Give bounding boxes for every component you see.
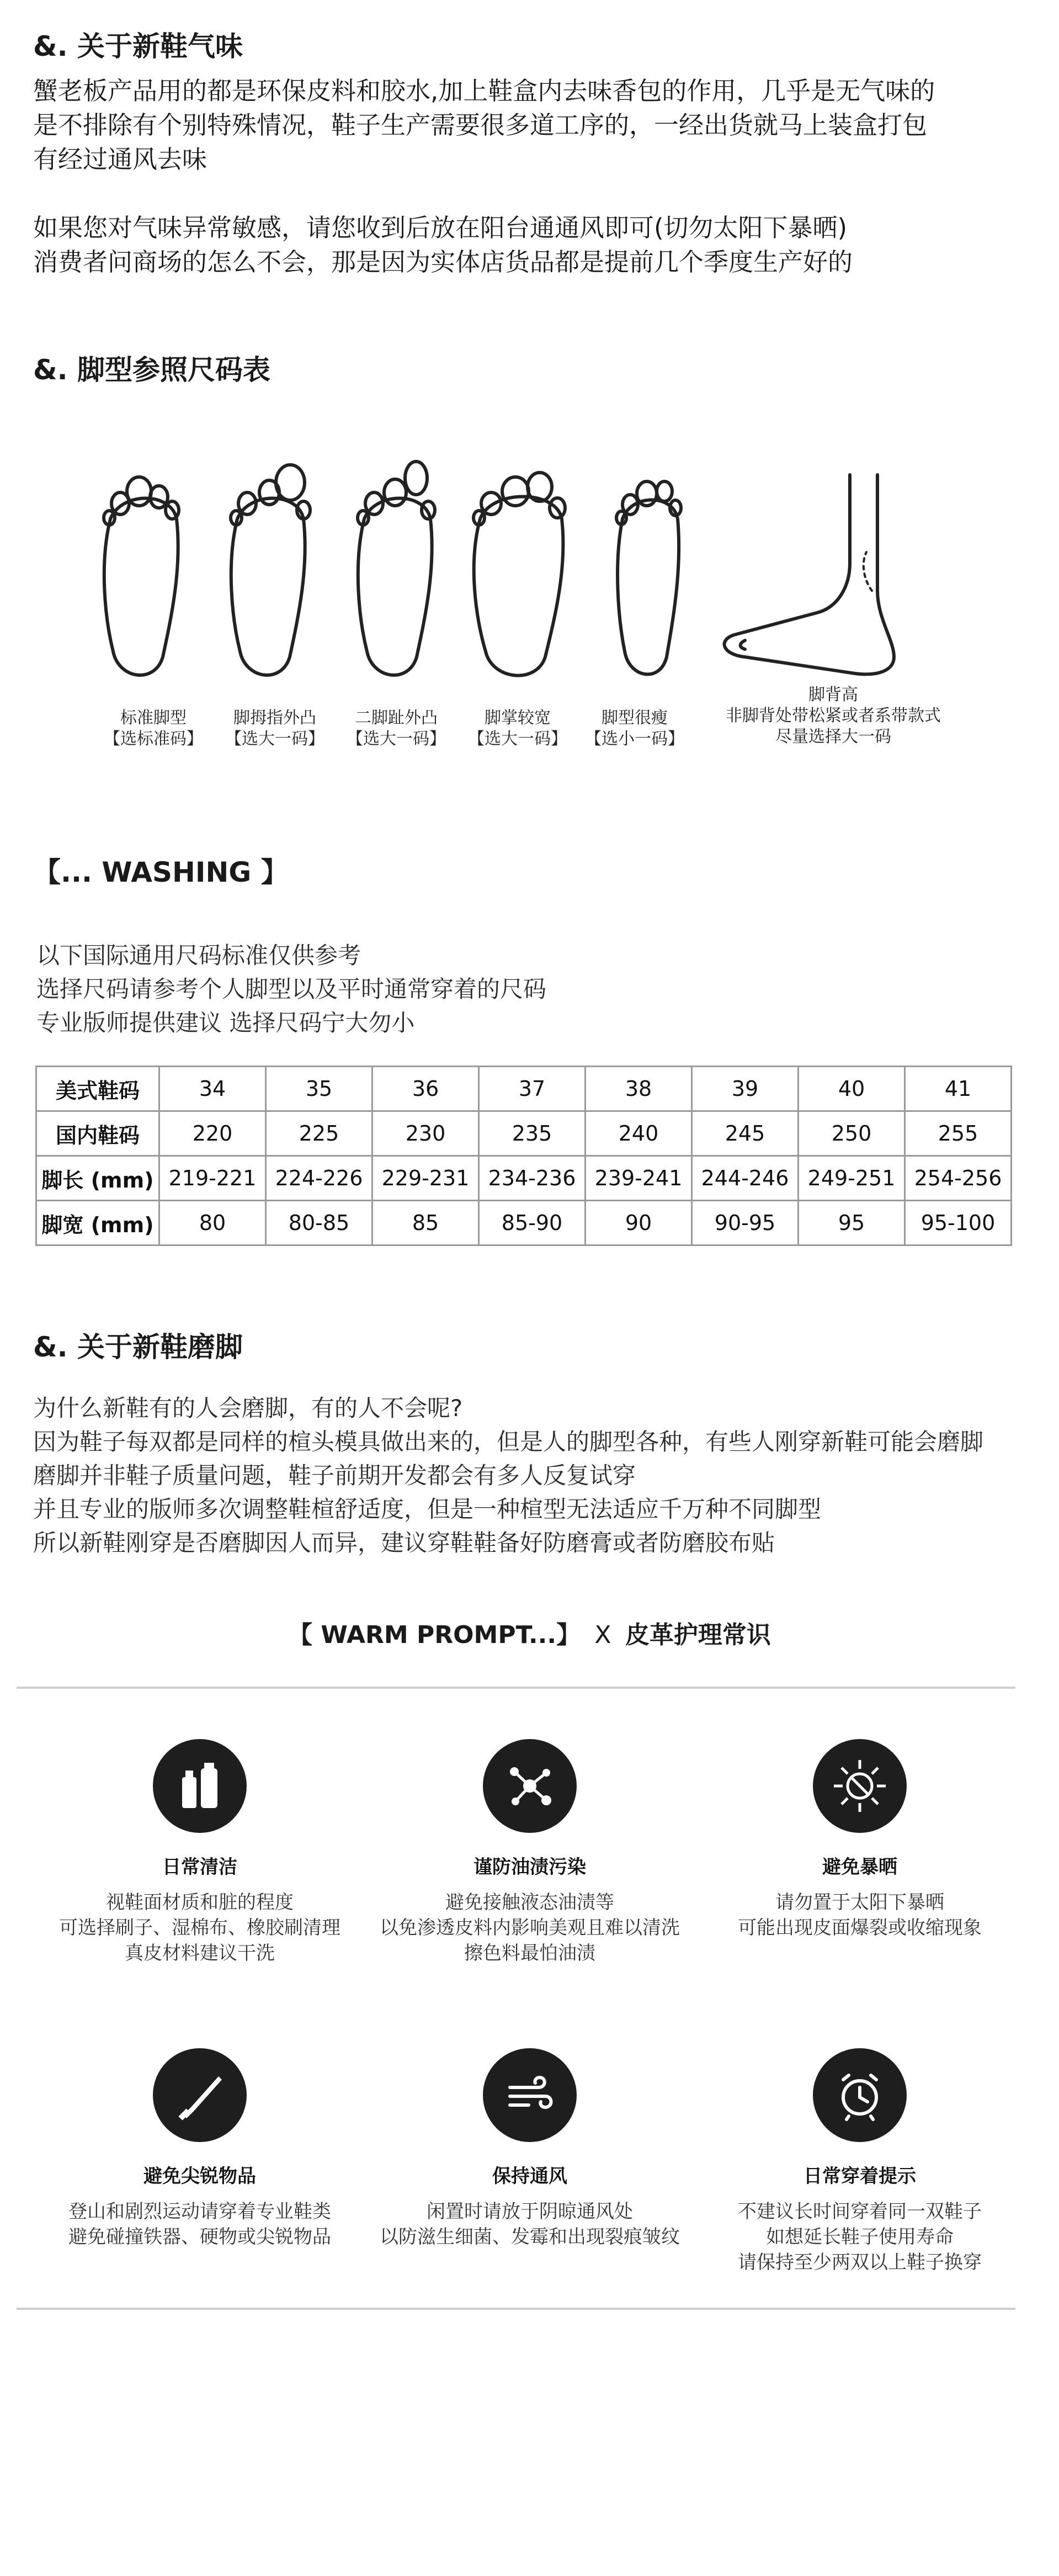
washing-text [36,939,546,1040]
instep-title: 脚背高 [808,685,858,704]
foot-second-toe-icon [358,462,435,675]
care-desc [694,1890,1025,1941]
care-line: 以免渗透皮料内影响美观且难以清洗 [380,1917,680,1939]
banner-right: 皮革护理常识 [625,1621,771,1649]
foot-label-instep [690,685,977,748]
size-table [35,1066,1012,1246]
foot-name: 脚掌较宽 [485,708,551,728]
care-desc [694,2199,1025,2275]
table-cell: 37 [479,1067,586,1111]
stain-icon [483,1739,577,1833]
bottle-icon [153,1739,247,1833]
foot-diagram [77,453,982,718]
table-row [36,1201,1012,1245]
table-cell: 41 [905,1067,1012,1111]
chafe-line: 磨脚并非鞋子质量问题，鞋子前期开发都会有多人反复试穿 [33,1462,636,1489]
table-cell: 90 [586,1201,692,1245]
washing-line: 以下国际通用尺码标准仅供参考 [36,942,361,969]
care-line: 真皮材料建议干洗 [125,1942,275,1964]
table-cell: 80 [159,1201,266,1245]
row-header: 国内鞋码 [36,1111,159,1156]
care-item-ventilation [364,2048,695,2250]
table-cell: 35 [266,1067,372,1111]
foot-advice: 【选大一码】 [225,729,324,749]
care-title: 谨防油渍污染 [473,1856,586,1878]
table-cell: 234-236 [479,1156,586,1201]
table-row [36,1067,1012,1111]
row-header: 脚长 (mm) [36,1156,159,1201]
table-cell: 40 [799,1067,905,1111]
foot-instep-icon [725,475,894,674]
care-line: 可能出现皮面爆裂或收缩现象 [738,1917,982,1939]
table-cell: 219-221 [159,1156,266,1201]
table-cell: 220 [159,1111,266,1156]
foot-name: 标准脚型 [120,708,187,728]
table-cell: 250 [799,1111,905,1156]
chafe-heading: &. 关于新鞋磨脚 [33,1331,243,1363]
table-cell: 255 [905,1111,1012,1156]
chafe-line: 因为鞋子每双都是同样的楦头模具做出来的，但是人的脚型各种，有些人刚穿新鞋可能会磨脚 [33,1428,984,1455]
care-line: 闲置时请放于阴晾通风处 [427,2201,633,2223]
row-header: 脚宽 (mm) [36,1201,159,1245]
odor-line: 有经过通风去味 [33,145,207,174]
care-title: 日常穿着提示 [803,2165,916,2187]
care-banner [0,1615,1059,1650]
care-line: 避免碰撞铁器、硬物或尖锐物品 [68,2226,331,2248]
care-title: 保持通风 [492,2165,567,2187]
care-line: 登山和剧烈运动请穿着专业鞋类 [68,2201,331,2223]
table-cell: 224-226 [266,1156,372,1201]
table-cell: 90-95 [692,1201,799,1245]
banner-left: 【 WARM PROMPT...】 [288,1621,581,1649]
wind-icon [483,2048,577,2142]
care-line: 如想延长鞋子使用寿命 [766,2226,954,2248]
table-cell: 225 [266,1111,372,1156]
care-item-daily-wear [694,2048,1025,2275]
care-line: 请勿置于太阳下暴晒 [775,1891,944,1914]
table-row [36,1111,1012,1156]
table-cell: 85-90 [479,1201,586,1245]
foot-name: 二脚趾外凸 [355,708,438,728]
odor-heading: &. 关于新鞋气味 [33,30,243,62]
table-cell: 95 [799,1201,905,1245]
table-cell: 230 [372,1111,479,1156]
table-cell: 239-241 [586,1156,692,1201]
table-cell: 245 [692,1111,799,1156]
banner-x: X [594,1621,611,1649]
table-cell: 240 [586,1111,692,1156]
care-line: 擦色料最怕油渍 [464,1942,595,1964]
table-cell: 80-85 [266,1201,372,1245]
instep-line: 尽量选择大一码 [775,727,891,746]
foot-advice: 【选标准码】 [104,729,203,749]
care-desc [364,1890,695,1966]
table-cell: 95-100 [905,1201,1012,1245]
foot-label-slim [574,708,695,750]
care-desc [34,1890,365,1966]
foot-bunion-icon [231,465,310,675]
odor-line: 是不排除有个别特殊情况，鞋子生产需要很多道工序的，一经出货就马上装盒打包 [33,110,928,140]
table-cell: 244-246 [692,1156,799,1201]
foot-label-second-toe [336,708,457,750]
odor-line: 如果您对气味异常敏感，请您收到后放在阳台通通风即可(切勿太阳下暴晒) [33,213,848,242]
foot-name: 脚拇指外凸 [233,708,316,728]
foot-advice: 【选大一码】 [468,729,567,749]
foot-name: 脚型很瘦 [602,708,668,728]
care-title: 避免尖锐物品 [143,2165,256,2187]
care-line: 可选择刷子、湿棉布、橡胶刷清理 [59,1917,340,1939]
care-desc [34,2199,365,2250]
foot-label-wide [457,708,578,750]
foot-advice: 【选小一码】 [585,729,684,749]
washing-heading: 【... WASHING 】 [33,856,289,888]
care-line: 视鞋面材质和脏的程度 [106,1891,294,1914]
care-title: 日常清洁 [162,1856,237,1878]
odor-text [33,74,935,279]
knife-icon [153,2048,247,2142]
care-item-cleaning [34,1739,365,1966]
table-cell: 39 [692,1067,799,1111]
care-line: 请保持至少两双以上鞋子换穿 [738,2251,982,2273]
care-line: 不建议长时间穿着同一双鞋子 [738,2201,982,2223]
care-desc [364,2199,695,2250]
odor-line: 蟹老板产品用的都是环保皮料和胶水,加上鞋盒内去味香包的作用，几乎是无气味的 [33,76,935,105]
odor-line [33,177,935,211]
foot-heading: &. 脚型参照尺码表 [33,354,271,386]
care-line: 以防滋生细菌、发霉和出现裂痕皱纹 [380,2226,680,2248]
foot-standard-icon [104,477,179,675]
sun-icon [813,1739,907,1833]
care-line: 避免接触液态油渍等 [445,1891,614,1914]
foot-advice: 【选大一码】 [347,729,446,749]
chafe-text [33,1391,983,1560]
table-cell: 229-231 [372,1156,479,1201]
odor-line: 消费者问商场的怎么不会，那是因为实体店货品都是提前几个季度生产好的 [33,247,853,277]
table-row [36,1156,1012,1201]
divider-top [17,1687,1015,1689]
care-item-sun [694,1739,1025,1941]
washing-line: 专业版师提供建议 选择尺码宁大勿小 [36,1009,415,1036]
instep-line: 非脚背处带松紧或者系带款式 [726,706,941,725]
care-item-sharp [34,2048,365,2250]
clock-icon [813,2048,907,2142]
table-cell: 254-256 [905,1156,1012,1201]
table-cell: 249-251 [799,1156,905,1201]
table-cell: 38 [586,1067,692,1111]
table-cell: 85 [372,1201,479,1245]
care-item-oil [364,1739,695,1966]
foot-label-bunion [214,708,336,750]
divider-bottom [17,2308,1015,2310]
chafe-line: 所以新鞋刚穿是否磨脚因人而异，建议穿鞋鞋备好防磨膏或者防磨胶布贴 [33,1529,775,1556]
foot-wide-icon [473,473,565,676]
chafe-line: 为什么新鞋有的人会磨脚，有的人不会呢? [33,1395,463,1422]
table-cell: 235 [479,1111,586,1156]
foot-slim-icon [616,481,681,674]
washing-line: 选择尺码请参考个人脚型以及平时通常穿着的尺码 [36,976,547,1003]
foot-label-standard [93,708,214,750]
chafe-line: 并且专业的版师多次调整鞋楦舒适度，但是一种楦型无法适应千万种不同脚型 [33,1496,822,1523]
care-title: 避免暴晒 [822,1856,897,1878]
table-cell: 36 [372,1067,479,1111]
table-cell: 34 [159,1067,266,1111]
row-header: 美式鞋码 [36,1067,159,1111]
